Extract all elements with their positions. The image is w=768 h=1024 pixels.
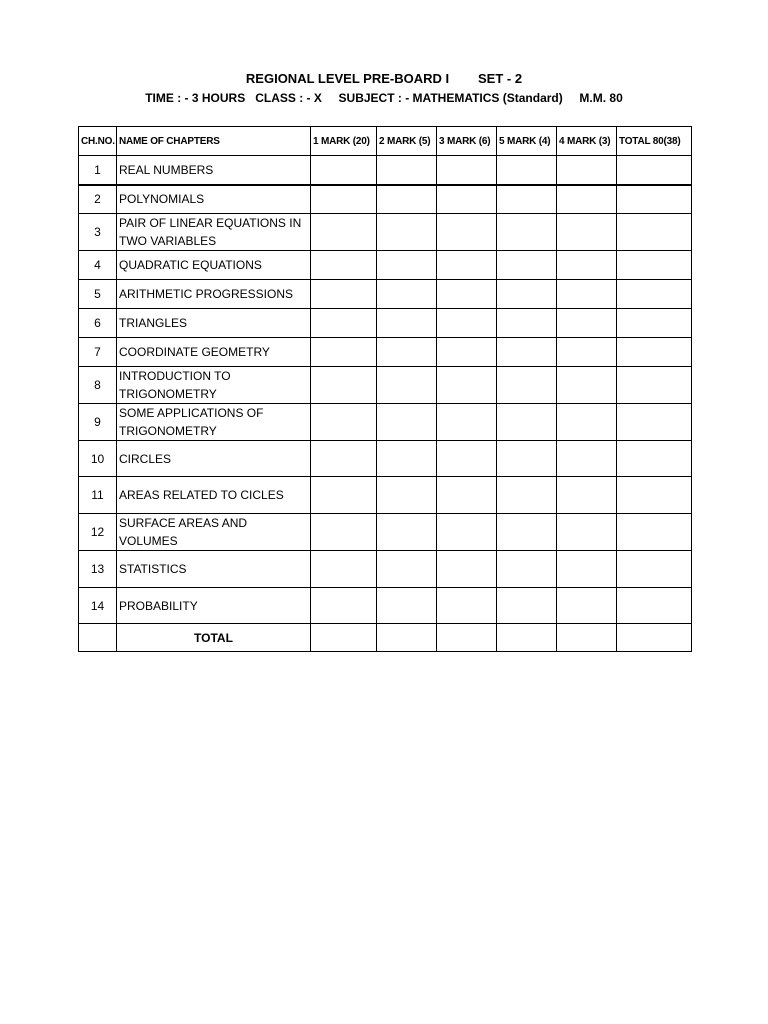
marks-cell [311, 588, 377, 624]
table-row [79, 156, 692, 185]
marks-cell [311, 624, 377, 652]
marks-cell [437, 367, 497, 404]
chapter-name: SURFACE AREAS AND VOLUMES [117, 514, 311, 551]
total-cell [617, 551, 692, 588]
table-row [79, 367, 692, 404]
marks-cell [377, 367, 437, 404]
marks-cell [557, 624, 617, 652]
marks-cell [437, 185, 497, 214]
marks-cell [497, 309, 557, 338]
marks-cell [377, 588, 437, 624]
marks-cell [557, 367, 617, 404]
marks-cell [311, 514, 377, 551]
marks-cell [377, 280, 437, 309]
marks-cell [497, 338, 557, 367]
chapter-number: 5 [79, 280, 117, 309]
marks-cell [497, 367, 557, 404]
marks-cell [437, 551, 497, 588]
marks-cell [557, 338, 617, 367]
chapter-number: 12 [79, 514, 117, 551]
marks-cell [557, 404, 617, 441]
marks-cell [437, 514, 497, 551]
marks-cell [377, 214, 437, 251]
table-row [79, 280, 692, 309]
table-row [79, 214, 692, 251]
marks-cell [557, 156, 617, 185]
marks-cell [497, 588, 557, 624]
chapter-number: 9 [79, 404, 117, 441]
marks-cell [311, 309, 377, 338]
table-row [79, 404, 692, 441]
total-cell [617, 338, 692, 367]
chapter-name: INTRODUCTION TO TRIGONOMETRY [117, 367, 311, 404]
marks-cell [437, 309, 497, 338]
total-cell [617, 477, 692, 514]
table-row [79, 441, 692, 477]
total-cell [617, 588, 692, 624]
marks-cell [437, 404, 497, 441]
marks-cell [311, 185, 377, 214]
marks-cell [437, 477, 497, 514]
total-cell [617, 214, 692, 251]
marks-cell [437, 441, 497, 477]
marks-cell [497, 477, 557, 514]
chapter-name: COORDINATE GEOMETRY [117, 338, 311, 367]
marks-cell [311, 251, 377, 280]
table-row [79, 185, 692, 214]
marks-cell [437, 251, 497, 280]
exam-details: TIME : - 3 HOURS CLASS : - X SUBJECT : - MATHEMATICS (Standard) M.M. 80 [145, 91, 623, 105]
marks-cell [497, 280, 557, 309]
marks-cell [311, 214, 377, 251]
chapter-number: 11 [79, 477, 117, 514]
marks-cell [311, 156, 377, 185]
marks-cell [377, 624, 437, 652]
marks-cell [311, 404, 377, 441]
chapter-number: 14 [79, 588, 117, 624]
marks-cell [437, 338, 497, 367]
marks-cell [557, 309, 617, 338]
marks-cell [557, 551, 617, 588]
marks-cell [311, 338, 377, 367]
marks-cell [497, 441, 557, 477]
marks-cell [377, 441, 437, 477]
marks-cell [311, 551, 377, 588]
chapter-name: REAL NUMBERS [117, 156, 311, 185]
chapter-number: 2 [79, 185, 117, 214]
marks-cell [311, 367, 377, 404]
marks-cell [557, 280, 617, 309]
total-cell [617, 185, 692, 214]
total-cell [617, 514, 692, 551]
column-header-4-mark: 4 MARK (3) [557, 127, 617, 156]
column-header-chapter-name: NAME OF CHAPTERS [117, 127, 311, 156]
marks-cell [557, 514, 617, 551]
marks-cell [311, 441, 377, 477]
chapter-number: 10 [79, 441, 117, 477]
marks-cell [497, 156, 557, 185]
marks-cell [497, 185, 557, 214]
chapter-name: CIRCLES [117, 441, 311, 477]
marks-cell [557, 251, 617, 280]
marks-cell [377, 514, 437, 551]
table-row [79, 338, 692, 367]
table-header-row [79, 127, 692, 156]
table-row [79, 588, 692, 624]
chapter-name: PROBABILITY [117, 588, 311, 624]
marks-cell [311, 477, 377, 514]
page-title: REGIONAL LEVEL PRE-BOARD I SET - 2 [245, 71, 523, 86]
table-row [79, 514, 692, 551]
chapter-number: 7 [79, 338, 117, 367]
total-label: TOTAL [117, 624, 311, 652]
marks-cell [497, 551, 557, 588]
total-cell [617, 441, 692, 477]
marks-cell [437, 280, 497, 309]
marks-cell [377, 156, 437, 185]
marks-cell [377, 251, 437, 280]
chapter-number: 4 [79, 251, 117, 280]
chapter-number: 6 [79, 309, 117, 338]
total-cell [617, 280, 692, 309]
total-row-number-cell [79, 624, 117, 652]
marks-cell [437, 624, 497, 652]
column-header-3-mark: 3 MARK (6) [437, 127, 497, 156]
total-row [79, 624, 692, 652]
marks-cell [377, 404, 437, 441]
column-header-5-mark: 5 MARK (4) [497, 127, 557, 156]
marks-cell [377, 309, 437, 338]
chapter-name: QUADRATIC EQUATIONS [117, 251, 311, 280]
table-row [79, 309, 692, 338]
total-cell [617, 156, 692, 185]
marks-cell [377, 185, 437, 214]
marks-cell [557, 185, 617, 214]
table-row [79, 251, 692, 280]
marks-cell [437, 214, 497, 251]
marks-cell [497, 514, 557, 551]
chapter-number: 1 [79, 156, 117, 185]
marks-cell [557, 588, 617, 624]
total-cell [617, 624, 692, 652]
chapter-name: PAIR OF LINEAR EQUATIONS IN TWO VARIABLES [117, 214, 311, 251]
marks-cell [437, 588, 497, 624]
column-header-1-mark: 1 MARK (20) [311, 127, 377, 156]
column-header-chapter-number: CH.NO. [79, 127, 117, 156]
table-row [79, 551, 692, 588]
chapter-name: TRIANGLES [117, 309, 311, 338]
chapter-name: SOME APPLICATIONS OF TRIGONOMETRY [117, 404, 311, 441]
marks-cell [497, 214, 557, 251]
table-row [79, 477, 692, 514]
chapter-number: 13 [79, 551, 117, 588]
column-header-2-mark: 2 MARK (5) [377, 127, 437, 156]
total-cell [617, 251, 692, 280]
blueprint-table [78, 126, 692, 652]
marks-cell [557, 214, 617, 251]
marks-cell [497, 251, 557, 280]
marks-cell [557, 477, 617, 514]
chapter-name: POLYNOMIALS [117, 185, 311, 214]
total-cell [617, 309, 692, 338]
chapter-number: 8 [79, 367, 117, 404]
chapter-name: STATISTICS [117, 551, 311, 588]
total-cell [617, 404, 692, 441]
chapter-number: 3 [79, 214, 117, 251]
marks-cell [377, 338, 437, 367]
marks-cell [557, 441, 617, 477]
chapter-name: ARITHMETIC PROGRESSIONS [117, 280, 311, 309]
marks-cell [437, 156, 497, 185]
total-cell [617, 367, 692, 404]
chapter-name: AREAS RELATED TO CICLES [117, 477, 311, 514]
marks-cell [497, 624, 557, 652]
marks-cell [377, 551, 437, 588]
marks-cell [311, 280, 377, 309]
column-header-total: TOTAL 80(38) [617, 127, 692, 156]
marks-cell [497, 404, 557, 441]
marks-cell [377, 477, 437, 514]
